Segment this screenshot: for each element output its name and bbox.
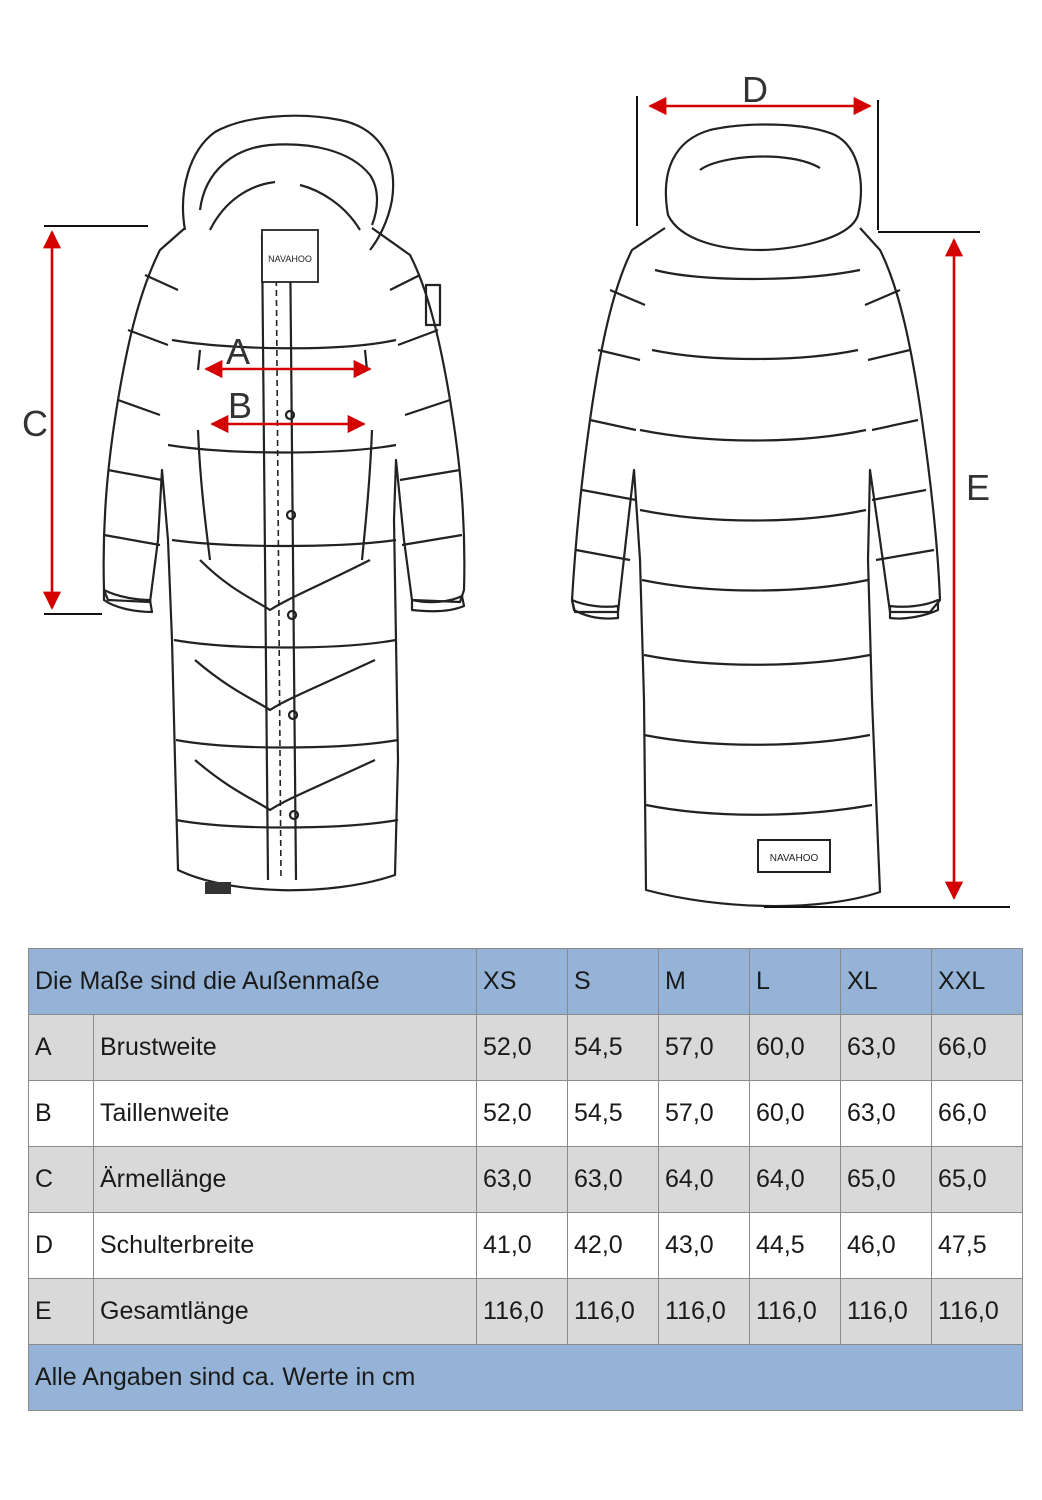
label-e: E: [966, 467, 991, 508]
row-code: A: [29, 1015, 94, 1081]
table-cell: 63,0: [568, 1147, 659, 1213]
table-header-row: [29, 949, 1023, 1015]
row-name: Brustweite: [94, 1015, 477, 1081]
table-row: [29, 1147, 1023, 1213]
table-cell: 63,0: [841, 1081, 932, 1147]
table-cell: 116,0: [932, 1279, 1023, 1345]
table-cell: 116,0: [841, 1279, 932, 1345]
table-cell: 57,0: [659, 1081, 750, 1147]
table-cell: 57,0: [659, 1015, 750, 1081]
row-code: D: [29, 1213, 94, 1279]
table-row: [29, 1279, 1023, 1345]
table-footer-row: [29, 1345, 1023, 1411]
row-code: E: [29, 1279, 94, 1345]
table-cell: 65,0: [932, 1147, 1023, 1213]
table-cell: 41,0: [477, 1213, 568, 1279]
table-row: [29, 1213, 1023, 1279]
table-cell: 116,0: [568, 1279, 659, 1345]
back-hem-label-text: NAVAHOO: [769, 853, 819, 864]
label-a: A: [226, 331, 251, 372]
size-header: L: [750, 949, 841, 1015]
size-header: XL: [841, 949, 932, 1015]
table-cell: 116,0: [477, 1279, 568, 1345]
table-cell: 66,0: [932, 1015, 1023, 1081]
table-row: [29, 1081, 1023, 1147]
table-cell: 60,0: [750, 1015, 841, 1081]
table-cell: 42,0: [568, 1213, 659, 1279]
table-cell: 66,0: [932, 1081, 1023, 1147]
table-cell: 54,5: [568, 1081, 659, 1147]
table-row: [29, 1015, 1023, 1081]
size-header: S: [568, 949, 659, 1015]
size-table: [28, 948, 1023, 1411]
row-code: C: [29, 1147, 94, 1213]
table-cell: 63,0: [841, 1015, 932, 1081]
header-label: Die Maße sind die Außenmaße: [29, 949, 477, 1015]
table-cell: 60,0: [750, 1081, 841, 1147]
table-cell: 44,5: [750, 1213, 841, 1279]
table-cell: 52,0: [477, 1015, 568, 1081]
table-cell: 64,0: [659, 1147, 750, 1213]
row-code: B: [29, 1081, 94, 1147]
table-cell: 52,0: [477, 1081, 568, 1147]
table-cell: 65,0: [841, 1147, 932, 1213]
row-name: Ärmellänge: [94, 1147, 477, 1213]
table-cell: 47,5: [932, 1213, 1023, 1279]
label-b: B: [228, 385, 253, 426]
row-name: Schulterbreite: [94, 1213, 477, 1279]
label-d: D: [742, 69, 768, 110]
back-coat-drawing: [572, 125, 940, 907]
row-name: Taillenweite: [94, 1081, 477, 1147]
table-cell: 116,0: [750, 1279, 841, 1345]
table-cell: 64,0: [750, 1147, 841, 1213]
size-header: XS: [477, 949, 568, 1015]
table-cell: 54,5: [568, 1015, 659, 1081]
front-chest-label-text: NAVAHOO: [268, 254, 312, 264]
size-header: XXL: [932, 949, 1023, 1015]
table-cell: 116,0: [659, 1279, 750, 1345]
front-hem-patch: [205, 882, 231, 894]
table-cell: 43,0: [659, 1213, 750, 1279]
footer-note: Alle Angaben sind ca. Werte in cm: [29, 1345, 1023, 1411]
table-cell: 46,0: [841, 1213, 932, 1279]
row-name: Gesamtlänge: [94, 1279, 477, 1345]
table-cell: 63,0: [477, 1147, 568, 1213]
size-header: M: [659, 949, 750, 1015]
label-c: C: [22, 403, 48, 444]
